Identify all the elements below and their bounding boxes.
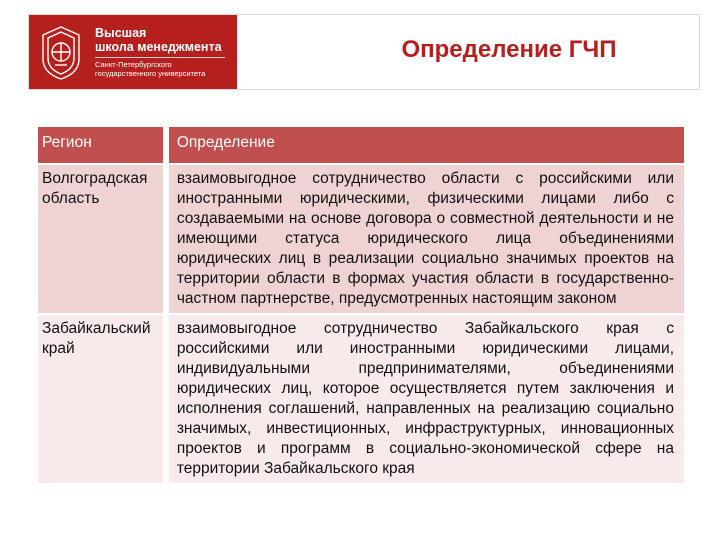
table-row bbox=[38, 165, 684, 313]
table-header-row bbox=[38, 127, 684, 163]
header-definition: Определение bbox=[169, 127, 684, 163]
definition-cell: взаимовыгодное сотрудничество области с российскими или иностранными юридическими, физическими лицами либо с создаваемыми на основе договора о совместной деятельности и не имеющими статуса юридического лица объединениями юридических лиц в реализации социально значимых проектов на территории области в формах участия области в государственно-частном партнерстве, предусмотренных настоящим законом bbox=[169, 165, 684, 313]
logo-text-line3: Санкт-Петербургского bbox=[95, 60, 172, 69]
slide-header bbox=[28, 14, 700, 90]
region-cell: Волгоградская область bbox=[38, 165, 163, 313]
table-row bbox=[38, 315, 684, 483]
logo-text-line1: Высшая bbox=[95, 26, 147, 40]
header-region: Регион bbox=[38, 127, 163, 163]
page-title: Определение ГЧП bbox=[401, 36, 617, 63]
definitions-table bbox=[38, 127, 684, 483]
definition-cell: взаимовыгодное сотрудничество Забайкальского края с российскими или иностранными юридическими лицами, индивидуальными предпринимателями, объединениями юридических лиц, которое осуществляется путем заключения и исполнения соглашений, направленных на реализацию социально значимых, инвестиционных, инфраструктурных, инновационных проектов и программ в социально-экономической сфере на территории Забайкальского края bbox=[169, 315, 684, 483]
logo-divider bbox=[95, 57, 225, 58]
logo-text-line2: школа менеджмента bbox=[95, 40, 222, 54]
crest-icon bbox=[39, 25, 83, 81]
logo-text-line4: государственного университета bbox=[95, 69, 206, 78]
region-cell: Забайкальский край bbox=[38, 315, 163, 483]
university-logo bbox=[29, 15, 237, 89]
